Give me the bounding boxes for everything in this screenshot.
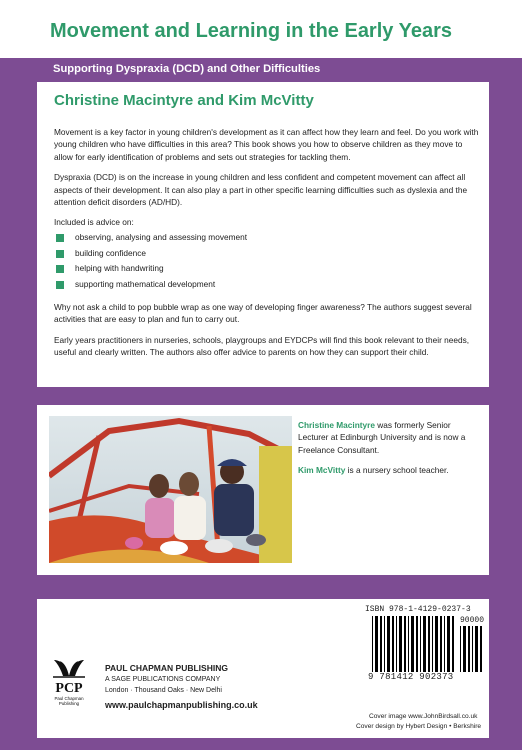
- publisher-name: PAUL CHAPMAN PUBLISHING: [105, 663, 228, 673]
- list-item: building confidence: [54, 246, 479, 262]
- list-item: observing, analysing and assessing movement: [54, 230, 479, 246]
- bullet-square-icon: [56, 234, 64, 242]
- publisher-url[interactable]: www.paulchapmanpublishing.co.uk: [105, 700, 258, 710]
- svg-text:Paul Chapman: Paul Chapman: [54, 696, 84, 701]
- bio-name: Christine Macintyre: [298, 420, 375, 430]
- bullet-square-icon: [56, 281, 64, 289]
- blurb-paragraph-1: Movement is a key factor in young children's development as it can affect how they learn and feel. Do you work with young children who have difficulties in this area? This book shows you how to observe children as they move to allow for early identification of problems and sets out strategies for tackling them.: [54, 127, 479, 162]
- book-subtitle: Supporting Dyspraxia (DCD) and Other Difficulties: [53, 63, 321, 75]
- logo-letters: PCP: [55, 681, 83, 696]
- title-band: [0, 0, 522, 58]
- cover-image-credit: Cover image www.JohnBirdsall.co.uk: [369, 713, 478, 720]
- bio-mcvitty: [298, 464, 480, 476]
- blurb-panel: [37, 82, 489, 387]
- publisher-panel: [37, 599, 489, 738]
- list-item: helping with handwriting: [54, 261, 479, 277]
- list-item: supporting mathematical development: [54, 277, 479, 293]
- price-barcode: [460, 626, 486, 672]
- advice-list: [54, 230, 479, 293]
- children-playground-photo: [49, 416, 292, 563]
- isbn-barcode: [372, 616, 458, 672]
- bio-macintyre: [298, 419, 480, 456]
- authors-heading: Christine Macintyre and Kim McVitty: [54, 92, 314, 109]
- publisher-company: A SAGE PUBLICATIONS COMPANY: [105, 676, 221, 683]
- blurb-paragraph-4: Early years practitioners in nurseries, schools, playgroups and EYDCPs will find this book relevant to their needs, useful and clearly written. The authors also offer advice to parents on how they can support their child.: [54, 334, 470, 358]
- bio-name: Kim McVitty: [298, 465, 346, 476]
- blurb-text: [54, 126, 479, 367]
- blurb-paragraph-3: Why not ask a child to pop bubble wrap as one way of developing finger awareness? The authors suggest several activities that are easy to plan and fun to carry out.: [54, 302, 472, 325]
- isbn-label: ISBN 978-1-4129-0237-3: [365, 605, 471, 614]
- blurb-paragraph-2: Dyspraxia (DCD) is on the increase in young children and less confident and competent movement can affect all aspects of their development. It can also play a part in other specific learning difficulties such as dyslexia and the attention deficit disorders (AD/HD).: [54, 172, 468, 208]
- price-code: 90000: [460, 616, 485, 625]
- bio-text: is a nursery school teacher.: [345, 465, 449, 476]
- pcp-logo-icon: [51, 656, 87, 708]
- publisher-cities: London · Thousand Oaks · New Delhi: [105, 687, 222, 694]
- bullet-square-icon: [56, 265, 64, 273]
- bio-text: was formerly Senior Lecturer at Edinburgh University and is now a Freelance Consultant.: [298, 420, 466, 455]
- advice-intro: Included is advice on:: [54, 217, 134, 228]
- barcode-digits: 9 781412 902373: [368, 672, 454, 682]
- book-title: Movement and Learning in the Early Years: [50, 20, 452, 42]
- bullet-square-icon: [56, 250, 64, 258]
- cover-design-credit: Cover design by Hybert Design • Berkshire: [356, 723, 482, 730]
- author-bios: [298, 419, 480, 485]
- svg-text:Publishing: Publishing: [58, 701, 80, 706]
- photo-panel: [37, 405, 489, 575]
